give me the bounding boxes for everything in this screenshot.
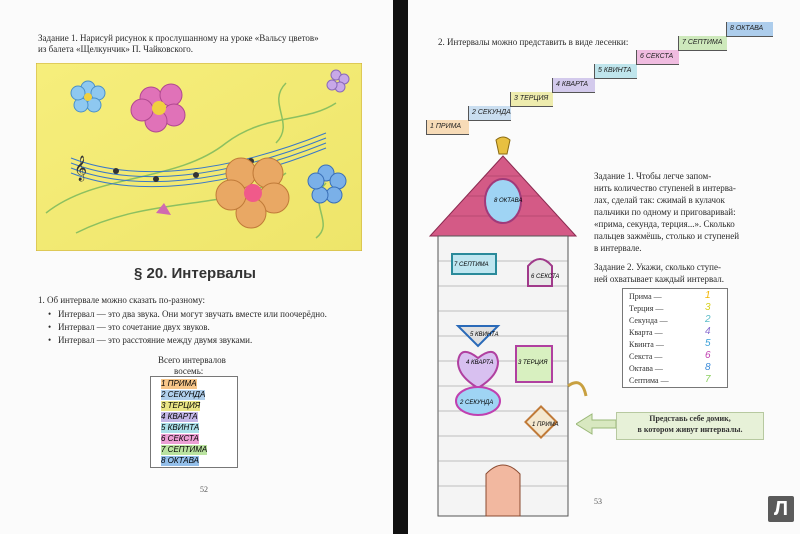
note-line-1: Представь себе домик, [649,414,731,423]
left-page [0,0,393,534]
house-note [616,412,764,440]
task2-line-1: Задание 2. Укажи, сколько ступе- [594,262,721,272]
interval-1: 1 ПРИМА [161,379,197,388]
ladder-step-3: 3 ТЕРЦИЯ [510,92,553,107]
table-row-name: Секста — [629,352,663,361]
ladder-intro: 2. Интервалы можно представить в виде лесенки: [438,37,629,47]
interval-8: 8 ОКТАВА [161,456,199,465]
table-row-name: Терция — [629,304,664,313]
section-title: § 20. Интервалы [134,265,256,282]
table-row-name: Квинта — [629,340,664,349]
right-page [408,0,800,534]
waltz-of-flowers-drawing [36,63,362,251]
table-row-num: 4 [705,326,711,337]
ladder-step-4: 4 КВАРТА [552,78,595,93]
publisher-logo: Л [768,496,794,522]
interval-3: 3 ТЕРЦИЯ [161,401,201,410]
table-row-name: Септима — [629,376,669,385]
bullet-1: • Интервал — это два звука. Они могут звучать вместе или поочерёдно. [58,309,327,320]
tower-oktava: 8 ОКТАВА [494,198,523,204]
interval-5: 5 КВИНТА [161,423,200,432]
arrow-icon [576,412,616,436]
table-row-num: 7 [705,374,711,385]
svg-text:𝄞: 𝄞 [74,156,88,181]
tower-septima: 7 СЕПТИМА [454,262,489,268]
ladder-step-6: 6 СЕКСТА [636,50,679,65]
ladder-step-2: 2 СЕКУНДА [468,106,511,121]
tower-kvarta: 4 КВАРТА [466,360,494,366]
total-label: Всего интервалов [158,355,226,365]
table-row-num: 5 [705,338,711,349]
note-line-2: в котором живут интервалы. [637,425,743,434]
tower-sekunda: 2 СЕКУНДА [460,400,494,406]
table-row-name: Кварта — [629,328,663,337]
bullet-2: • Интервал — это сочетание двух звуков. [58,322,210,333]
tower-terciya: 3 ТЕРЦИЯ [518,360,548,366]
task1-line-4: пальчики по одному и приговаривай: [594,207,736,217]
ladder-step-1: 1 ПРИМА [426,120,469,135]
page-number-left: 52 [200,485,208,494]
task1-line1: Задание 1. Нарисуй рисунок к прослушанному на уроке «Вальсу цветов» [38,33,319,43]
table-row [629,375,721,386]
table-row-name: Прима — [629,292,662,301]
table-row-num: 6 [705,350,711,361]
page-number-right: 53 [594,497,602,506]
tower-seksta: 6 СЕКСТА [531,274,560,280]
ladder-step-5: 5 КВИНТА [594,64,637,79]
table-row-num: 2 [705,314,711,325]
task1-line-2: нить количество ступеней в интерва- [594,183,736,193]
task2-line-2: ней охватывает каждый интервал. [594,274,724,284]
interval-steps-table [622,288,728,388]
intervals-list-box [150,376,238,468]
ladder-step-8: 8 ОКТАВА [726,22,773,37]
table-row-name: Секунда — [629,316,668,325]
task1-line-1: Задание 1. Чтобы легче запом- [594,171,712,181]
table-row [629,327,721,338]
bullet-3: • Интервал — это расстояние между двумя звуками. [58,335,252,346]
table-row-num: 1 [705,290,711,301]
table-row [629,339,721,350]
table-row-num: 3 [705,302,711,313]
interval-7: 7 СЕПТИМА [161,445,208,454]
table-row [629,363,721,374]
interval-6: 6 СЕКСТА [161,434,199,443]
ladder-step-7: 7 СЕПТИМА [678,36,727,51]
table-row-name: Октава — [629,364,663,373]
table-row [629,303,721,314]
task1-line-7: в интервале. [594,243,642,253]
interval-2: 2 СЕКУНДА [161,390,206,399]
intervals-intro: 1. Об интервале можно сказать по-разному: [38,295,206,305]
total-label-2: восемь: [174,366,204,376]
task1-line-3: лах, сделай так: сжимай в кулачок [594,195,725,205]
table-row [629,315,721,326]
table-row-num: 8 [705,362,711,373]
interval-4: 4 КВАРТА [161,412,198,421]
task1-line2: из балета «Щелкунчик» П. Чайковского. [38,44,194,54]
tower-prima: 1 ПРИМА [532,422,559,428]
table-row [629,351,721,362]
task1-line-6: пальцев зажмёшь, столько и ступеней [594,231,740,241]
tower-kvinta: 5 КВИНТА [470,332,499,338]
task1-line-5: «прима, секунда, терция...». Сколько [594,219,735,229]
table-row [629,291,721,302]
